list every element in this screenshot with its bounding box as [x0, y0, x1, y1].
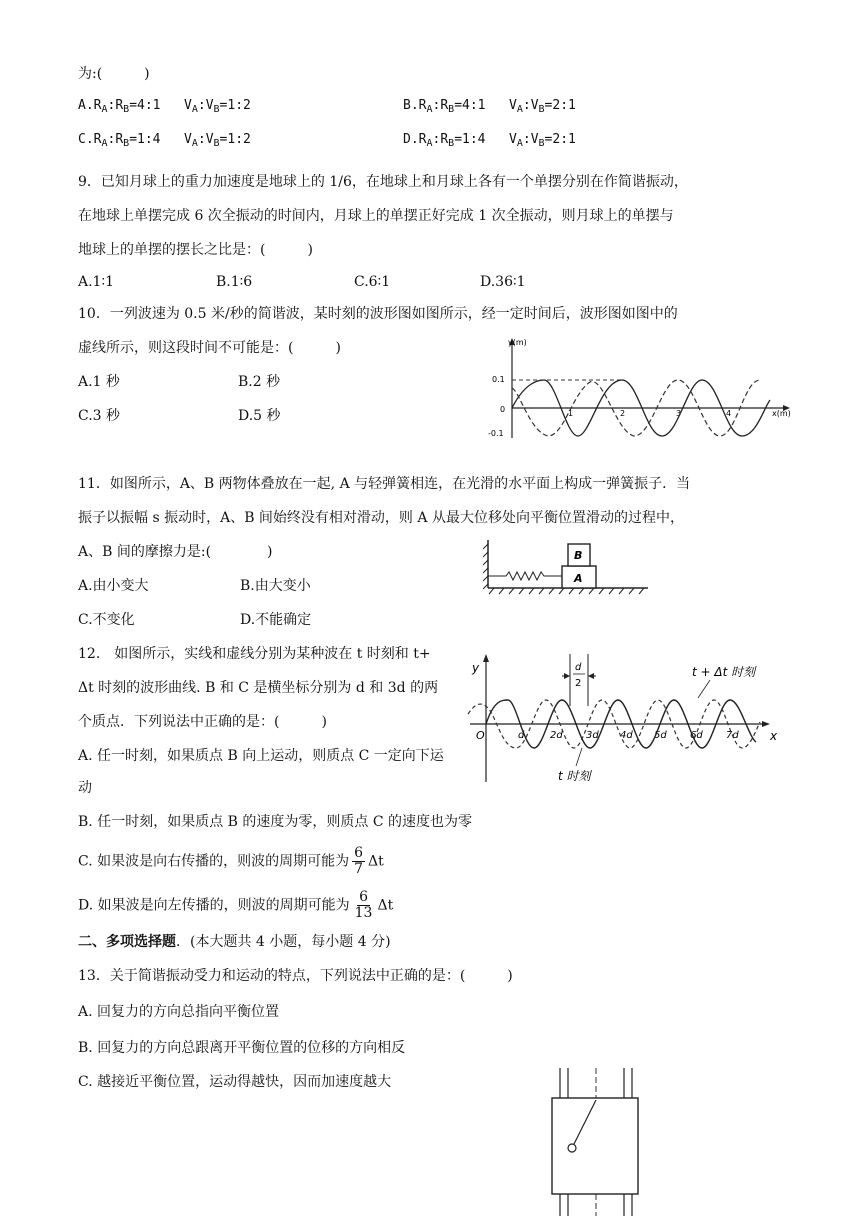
q8-option-a: $A.R_A:R_B=4:1$ $V_A:V_B=1:2$: [78, 98, 251, 115]
q9-line-1: 9．已知月球上的重力加速度是地球上的 1/6，在地球上和月球上各有一个单摆分别在作简谐振动，: [78, 174, 688, 190]
q11-line-1: 11．如图所示，A、B 两物体叠放在一起, A 与轻弹簧相连，在光滑的水平面上构成一弹簧振子．当: [78, 476, 691, 492]
q10-y-bottom-label: -0.1: [488, 429, 504, 438]
q8-option-c: $C.R_A:R_B=1:4$ $V_A:V_B=1:2$: [78, 132, 251, 149]
fraction-6-7: $\frac{6}{7}$: [354, 845, 364, 877]
q11-option-c: C.不变化: [78, 612, 135, 628]
q9-option-b: B.1∶6: [216, 274, 253, 290]
q12-tick-d: d: [518, 730, 525, 741]
q10-y-top-label: 0.1: [492, 375, 505, 384]
block-b-label: B: [574, 549, 583, 562]
q10-tick-2: 2: [620, 409, 626, 418]
q11-line-3: A、B 间的摩擦力是:( ): [78, 544, 273, 560]
q12-option-d: D. 如果波是向左传播的，则波的周期可能为 $\frac{6}{13}$ Δt: [78, 889, 394, 921]
half-d-numerator: d: [575, 662, 582, 673]
q13-elevator-pendulum-figure: [546, 1066, 646, 1216]
section-2-heading: [78, 932, 391, 952]
q8-stem-tail: 为:( ): [78, 66, 150, 82]
q12-tick-3d: 3d: [586, 730, 599, 741]
q12-tick-2d: 2d: [550, 730, 563, 741]
section-2-title: 二、多项选择题: [78, 934, 176, 950]
q12-option-a-line-1: A. 任一时刻，如果质点 B 向上运动，则质点 C 一定向下运: [78, 748, 444, 764]
q8-option-b: $B.R_A:R_B=4:1$ $V_A:V_B=2:1$: [403, 98, 576, 115]
q10-x-label: x(m): [772, 409, 791, 418]
elevator-box: [552, 1098, 638, 1194]
q12-option-b: B. 任一时刻，如果质点 B 的速度为零，则质点 C 的速度也为零: [78, 814, 472, 830]
block-a-label: A: [574, 572, 583, 585]
q9-option-d: D.36∶1: [480, 274, 526, 290]
q9-line-2: 在地球上单摆完成 6 次全振动的时间内，月球上的单摆正好完成 1 次全振动，则月球上的单摆与: [78, 208, 674, 224]
q10-option-b: B.2 秒: [238, 374, 281, 390]
q12-x-label: x: [770, 729, 778, 743]
q10-line-1: 10．一列波速为 0.5 米/秒的简谐波，某时刻的波形图如图所示，经一定时间后，波形图如图中的: [78, 306, 678, 322]
q13-option-c: C. 越接近平衡位置，运动得越快，因而加速度越大: [78, 1074, 392, 1090]
q12-wave-figure: [466, 650, 786, 786]
pendulum-bob: [568, 1144, 576, 1152]
q10-tick-3: 3: [676, 409, 682, 418]
q10-option-c: C.3 秒: [78, 408, 121, 424]
q10-option-d: D.5 秒: [238, 408, 281, 424]
q9-option-a: A.1∶1: [78, 274, 115, 290]
spring: [488, 572, 562, 580]
q11-option-d: D.不能确定: [240, 612, 312, 628]
label-t-plus-dt: t + Δt 时刻: [692, 665, 756, 679]
q10-tick-4: 4: [726, 409, 732, 418]
q10-origin-label: 0: [500, 405, 506, 414]
q11-spring-figure: [482, 536, 652, 598]
q12-line-2: Δt 时刻的波形曲线. B 和 C 是横坐标分别为 d 和 3d 的两: [78, 680, 439, 696]
q12-line-3: 个质点．下列说法中正确的是：( ): [78, 714, 327, 730]
q12-origin: O: [476, 729, 485, 742]
q12-option-c: C. 如果波是向右传播的，则波的周期可能为 $\frac{6}{7}$ Δt: [78, 845, 384, 877]
q12-tick-7d: 7d: [726, 730, 739, 741]
q11-line-2: 振子以振幅 s 振动时，A、B 间始终没有相对滑动，则 A 从最大位移处向平衡位置滑动的过程中，: [78, 510, 684, 526]
q12-tick-5d: 5d: [654, 730, 667, 741]
q10-y-label: y(m): [508, 338, 527, 347]
q13-line-1: 13．关于简谐振动受力和运动的特点，下列说法中正确的是：( ): [78, 968, 513, 984]
q11-option-b: B.由大变小: [240, 578, 311, 594]
q9-option-c: C.6∶1: [354, 274, 391, 290]
q12-line-1: 12． 如图所示，实线和虚线分别为某种波在 t 时刻和 t+: [78, 646, 431, 662]
q12-tick-4d: 4d: [620, 730, 633, 741]
q13-option-b: B. 回复力的方向总跟离开平衡位置的位移的方向相反: [78, 1040, 406, 1056]
q11-option-a: A.由小变大: [78, 578, 149, 594]
q12-option-a-line-2: 动: [78, 780, 92, 796]
q10-wave-figure: [486, 336, 808, 444]
fraction-6-13: $\frac{6}{13}$: [354, 889, 373, 921]
half-d-denominator: 2: [575, 678, 582, 689]
label-t: t 时刻: [558, 769, 591, 783]
q12-tick-6d: 6d: [690, 730, 703, 741]
q9-line-3: 地球上的单摆的摆长之比是：( ): [78, 242, 313, 258]
q12-y-label: y: [472, 661, 480, 675]
section-2-desc: ．(本大题共 4 小题，每小题 4 分): [176, 934, 391, 950]
q8-option-d: $D.R_A:R_B=1:4$ $V_A:V_B=2:1$: [403, 132, 576, 149]
q10-option-a: A.1 秒: [78, 374, 120, 390]
q10-tick-1: 1: [568, 409, 574, 418]
q10-line-2: 虚线所示，则这段时间不可能是：( ): [78, 340, 341, 356]
q13-option-a: A. 回复力的方向总指向平衡位置: [78, 1004, 280, 1020]
